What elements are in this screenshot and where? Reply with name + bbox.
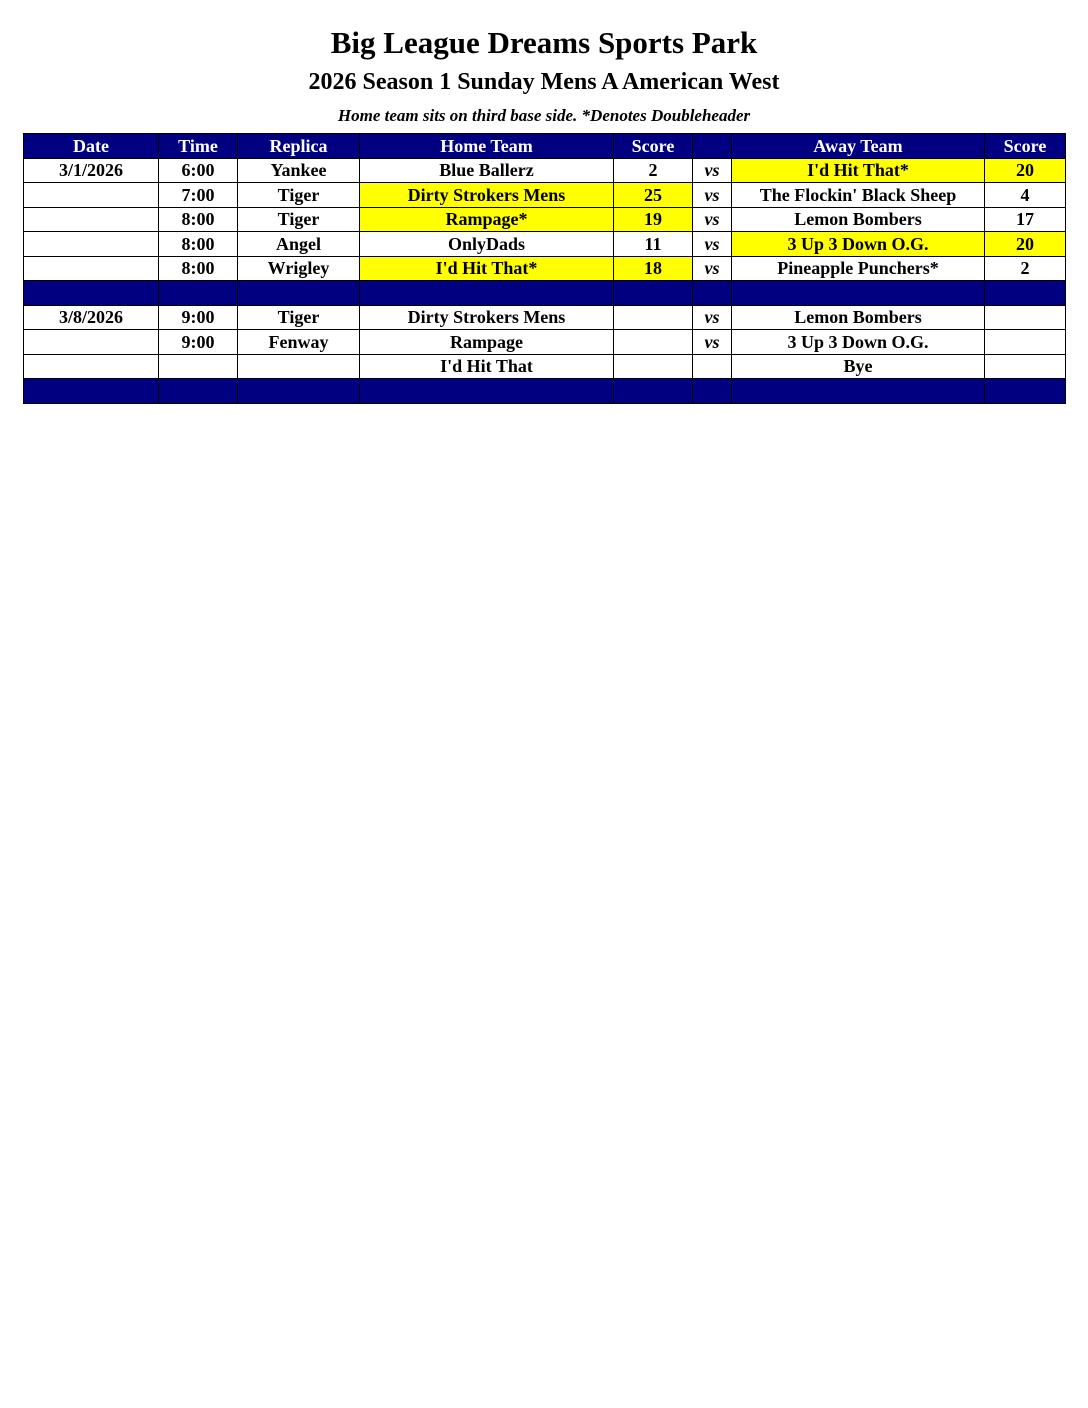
separator-cell bbox=[24, 379, 159, 404]
home-score-cell: 11 bbox=[614, 232, 693, 257]
schedule-note: Home team sits on third base side. *Denotes Doubleheader bbox=[337, 106, 751, 125]
separator-row bbox=[24, 379, 1066, 404]
table-row bbox=[24, 232, 1066, 257]
column-header-date: Date bbox=[24, 134, 159, 159]
home-score-cell: 19 bbox=[614, 207, 693, 232]
separator-cell bbox=[159, 379, 238, 404]
table-row bbox=[24, 330, 1066, 355]
home-score-cell: 18 bbox=[614, 256, 693, 281]
separator-cell bbox=[732, 379, 985, 404]
separator-cell bbox=[693, 379, 732, 404]
home-score-cell bbox=[614, 330, 693, 355]
away-team-cell: Bye bbox=[732, 354, 985, 379]
away-score-cell: 4 bbox=[985, 183, 1066, 208]
vs-cell: vs bbox=[693, 207, 732, 232]
away-team-cell: Lemon Bombers bbox=[732, 305, 985, 330]
separator-cell bbox=[732, 281, 985, 306]
table-row bbox=[24, 158, 1066, 183]
date-cell: 3/8/2026 bbox=[24, 305, 159, 330]
separator-cell bbox=[614, 281, 693, 306]
replica-cell: Tiger bbox=[238, 207, 360, 232]
replica-cell: Yankee bbox=[238, 158, 360, 183]
separator-cell bbox=[985, 379, 1066, 404]
table-row bbox=[24, 256, 1066, 281]
vs-cell: vs bbox=[693, 158, 732, 183]
separator-cell bbox=[985, 281, 1066, 306]
column-header-away-score: Score bbox=[985, 134, 1066, 159]
separator-cell bbox=[614, 379, 693, 404]
column-header-vs bbox=[693, 134, 732, 159]
time-cell: 8:00 bbox=[159, 232, 238, 257]
time-cell: 9:00 bbox=[159, 330, 238, 355]
home-score-cell: 25 bbox=[614, 183, 693, 208]
away-score-cell bbox=[985, 305, 1066, 330]
time-cell bbox=[159, 354, 238, 379]
date-cell bbox=[24, 207, 159, 232]
separator-cell bbox=[238, 379, 360, 404]
away-team-cell: The Flockin' Black Sheep bbox=[732, 183, 985, 208]
separator-cell bbox=[360, 281, 614, 306]
page-title: Big League Dreams Sports Park bbox=[330, 25, 758, 60]
separator-row bbox=[24, 281, 1066, 306]
page-subtitle: 2026 Season 1 Sunday Mens A American West bbox=[308, 69, 780, 95]
away-score-cell: 20 bbox=[985, 232, 1066, 257]
home-team-cell: OnlyDads bbox=[360, 232, 614, 257]
separator-cell bbox=[24, 281, 159, 306]
date-cell bbox=[24, 183, 159, 208]
replica-cell: Wrigley bbox=[238, 256, 360, 281]
away-team-cell: 3 Up 3 Down O.G. bbox=[732, 232, 985, 257]
home-team-cell: Rampage* bbox=[360, 207, 614, 232]
table-header-row bbox=[24, 134, 1066, 159]
away-score-cell bbox=[985, 354, 1066, 379]
column-header-time: Time bbox=[159, 134, 238, 159]
date-cell: 3/1/2026 bbox=[24, 158, 159, 183]
date-cell bbox=[24, 232, 159, 257]
vs-cell: vs bbox=[693, 256, 732, 281]
column-header-replica: Replica bbox=[238, 134, 360, 159]
away-score-cell: 2 bbox=[985, 256, 1066, 281]
away-team-cell: 3 Up 3 Down O.G. bbox=[732, 330, 985, 355]
home-score-cell bbox=[614, 354, 693, 379]
vs-cell bbox=[693, 354, 732, 379]
date-cell bbox=[24, 354, 159, 379]
time-cell: 7:00 bbox=[159, 183, 238, 208]
column-header-away-team: Away Team bbox=[732, 134, 985, 159]
home-score-cell: 2 bbox=[614, 158, 693, 183]
away-score-cell: 20 bbox=[985, 158, 1066, 183]
separator-cell bbox=[360, 379, 614, 404]
home-team-cell: I'd Hit That bbox=[360, 354, 614, 379]
home-team-cell: Blue Ballerz bbox=[360, 158, 614, 183]
column-header-home-team: Home Team bbox=[360, 134, 614, 159]
date-cell bbox=[24, 256, 159, 281]
table-row bbox=[24, 207, 1066, 232]
home-team-cell: Dirty Strokers Mens bbox=[360, 305, 614, 330]
vs-cell: vs bbox=[693, 183, 732, 208]
away-score-cell bbox=[985, 330, 1066, 355]
time-cell: 6:00 bbox=[159, 158, 238, 183]
time-cell: 8:00 bbox=[159, 207, 238, 232]
schedule-body bbox=[24, 158, 1066, 403]
vs-cell: vs bbox=[693, 232, 732, 257]
home-team-cell: I'd Hit That* bbox=[360, 256, 614, 281]
home-team-cell: Rampage bbox=[360, 330, 614, 355]
away-team-cell: I'd Hit That* bbox=[732, 158, 985, 183]
away-score-cell: 17 bbox=[985, 207, 1066, 232]
separator-cell bbox=[159, 281, 238, 306]
separator-cell bbox=[238, 281, 360, 306]
replica-cell: Tiger bbox=[238, 305, 360, 330]
away-team-cell: Pineapple Punchers* bbox=[732, 256, 985, 281]
replica-cell: Angel bbox=[238, 232, 360, 257]
time-cell: 8:00 bbox=[159, 256, 238, 281]
home-score-cell bbox=[614, 305, 693, 330]
time-cell: 9:00 bbox=[159, 305, 238, 330]
replica-cell: Tiger bbox=[238, 183, 360, 208]
separator-cell bbox=[693, 281, 732, 306]
column-header-home-score: Score bbox=[614, 134, 693, 159]
replica-cell bbox=[238, 354, 360, 379]
replica-cell: Fenway bbox=[238, 330, 360, 355]
table-row bbox=[24, 183, 1066, 208]
date-cell bbox=[24, 330, 159, 355]
table-row bbox=[24, 354, 1066, 379]
away-team-cell: Lemon Bombers bbox=[732, 207, 985, 232]
vs-cell: vs bbox=[693, 330, 732, 355]
table-row bbox=[24, 305, 1066, 330]
home-team-cell: Dirty Strokers Mens bbox=[360, 183, 614, 208]
vs-cell: vs bbox=[693, 305, 732, 330]
schedule-table bbox=[23, 133, 1066, 404]
